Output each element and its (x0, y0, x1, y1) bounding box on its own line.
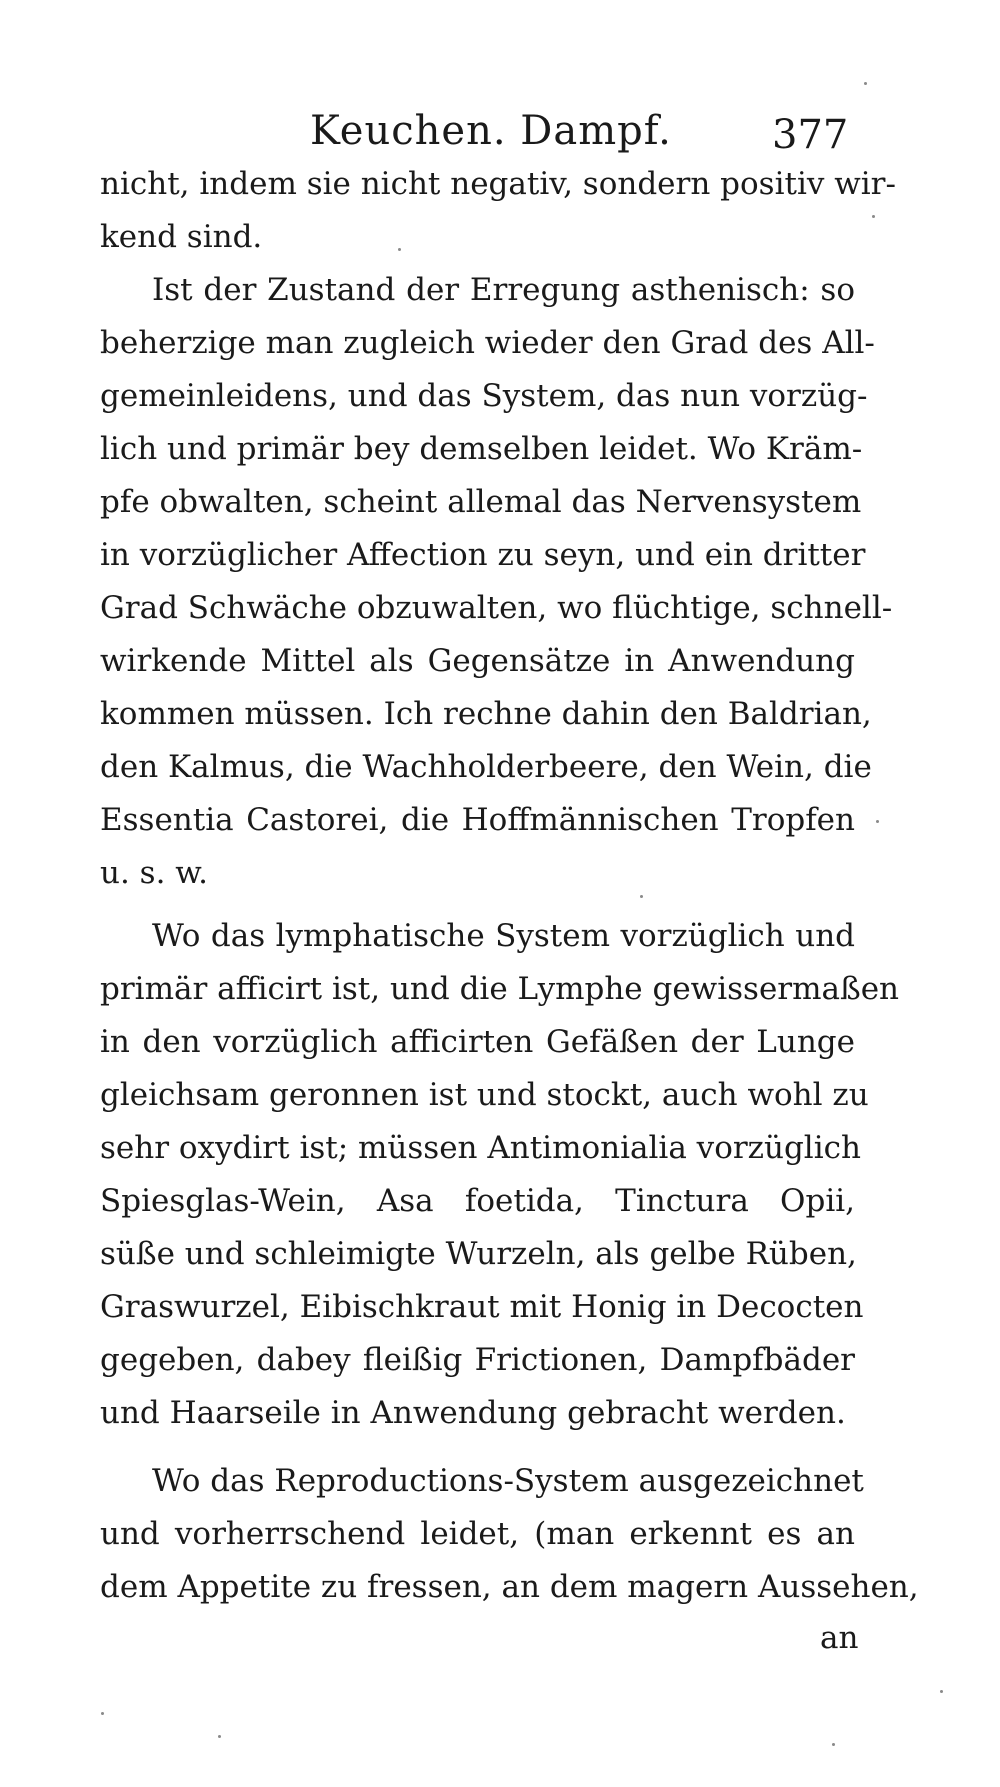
text-line: u. s. w. (100, 855, 209, 891)
text-line: gleichsam geronnen ist und stockt, auch wohl zu (100, 1077, 869, 1113)
text-line: Wo das Reproductions-System ausgezeichnet (152, 1463, 864, 1499)
text-line: dem Appetite zu fressen, an dem magern Aussehen, (100, 1569, 919, 1605)
paper-speck (218, 1735, 221, 1738)
paper-speck (940, 1690, 943, 1693)
text-line: kend sind. (100, 219, 263, 255)
text-line: in den vorzüglich afficirten Gefäßen der Lunge (100, 1024, 855, 1060)
text-line: pfe obwalten, scheint allemal das Nervensystem (100, 484, 862, 520)
text-line: Spiesglas-Wein, Asa foetida, Tinctura Opii, (100, 1183, 855, 1219)
paper-speck (876, 820, 879, 823)
text-line: süße und schleimigte Wurzeln, als gelbe Rüben, (100, 1236, 857, 1272)
text-line: in vorzüglicher Affection zu seyn, und ein dritter (100, 537, 866, 573)
text-line: lich und primär bey demselben leidet. Wo Kräm- (100, 431, 863, 467)
paper-speck (640, 895, 643, 898)
catchword: an (820, 1620, 859, 1656)
paragraph-2 (100, 264, 893, 900)
text-line: gegeben, dabey fleißig Frictionen, Dampfbäder (100, 1342, 855, 1378)
paper-speck (101, 1712, 104, 1715)
paragraph-4 (100, 1455, 919, 1614)
paragraph-3 (100, 910, 900, 1440)
text-line: sehr oxydirt ist; müssen Antimonialia vorzüglich (100, 1130, 861, 1166)
text-line: wirkende Mittel als Gegensätze in Anwendung (100, 643, 855, 679)
running-title: Keuchen. Dampf. (310, 108, 672, 154)
paragraph-1 (100, 158, 896, 264)
text-line: beherzige man zugleich wieder den Grad des All- (100, 325, 875, 361)
text-line: Graswurzel, Eibischkraut mit Honig in Decocten (100, 1289, 864, 1325)
paper-speck (398, 248, 401, 251)
paper-speck (872, 215, 875, 218)
text-line: Essentia Castorei, die Hoffmännischen Tropfen (100, 802, 855, 838)
page-number: 377 (772, 112, 849, 158)
paper-speck (832, 1743, 835, 1746)
text-line: Grad Schwäche obzuwalten, wo flüchtige, schnell- (100, 590, 893, 626)
paper-speck (864, 82, 867, 85)
text-line: kommen müssen. Ich rechne dahin den Baldrian, (100, 696, 872, 732)
text-line: Wo das lymphatische System vorzüglich und (152, 918, 855, 954)
text-line: den Kalmus, die Wachholderbeere, den Wein, die (100, 749, 872, 785)
text-line: Ist der Zustand der Erregung asthenisch: so (152, 272, 855, 308)
text-line: gemeinleidens, und das System, das nun vorzüg- (100, 378, 868, 414)
text-line: primär afficirt ist, und die Lymphe gewissermaßen (100, 971, 900, 1007)
text-line: und vorherrschend leidet, (man erkennt es an (100, 1516, 855, 1552)
text-line: und Haarseile in Anwendung gebracht werden. (100, 1395, 846, 1431)
text-line: nicht, indem sie nicht negativ, sondern positiv wir- (100, 166, 896, 202)
